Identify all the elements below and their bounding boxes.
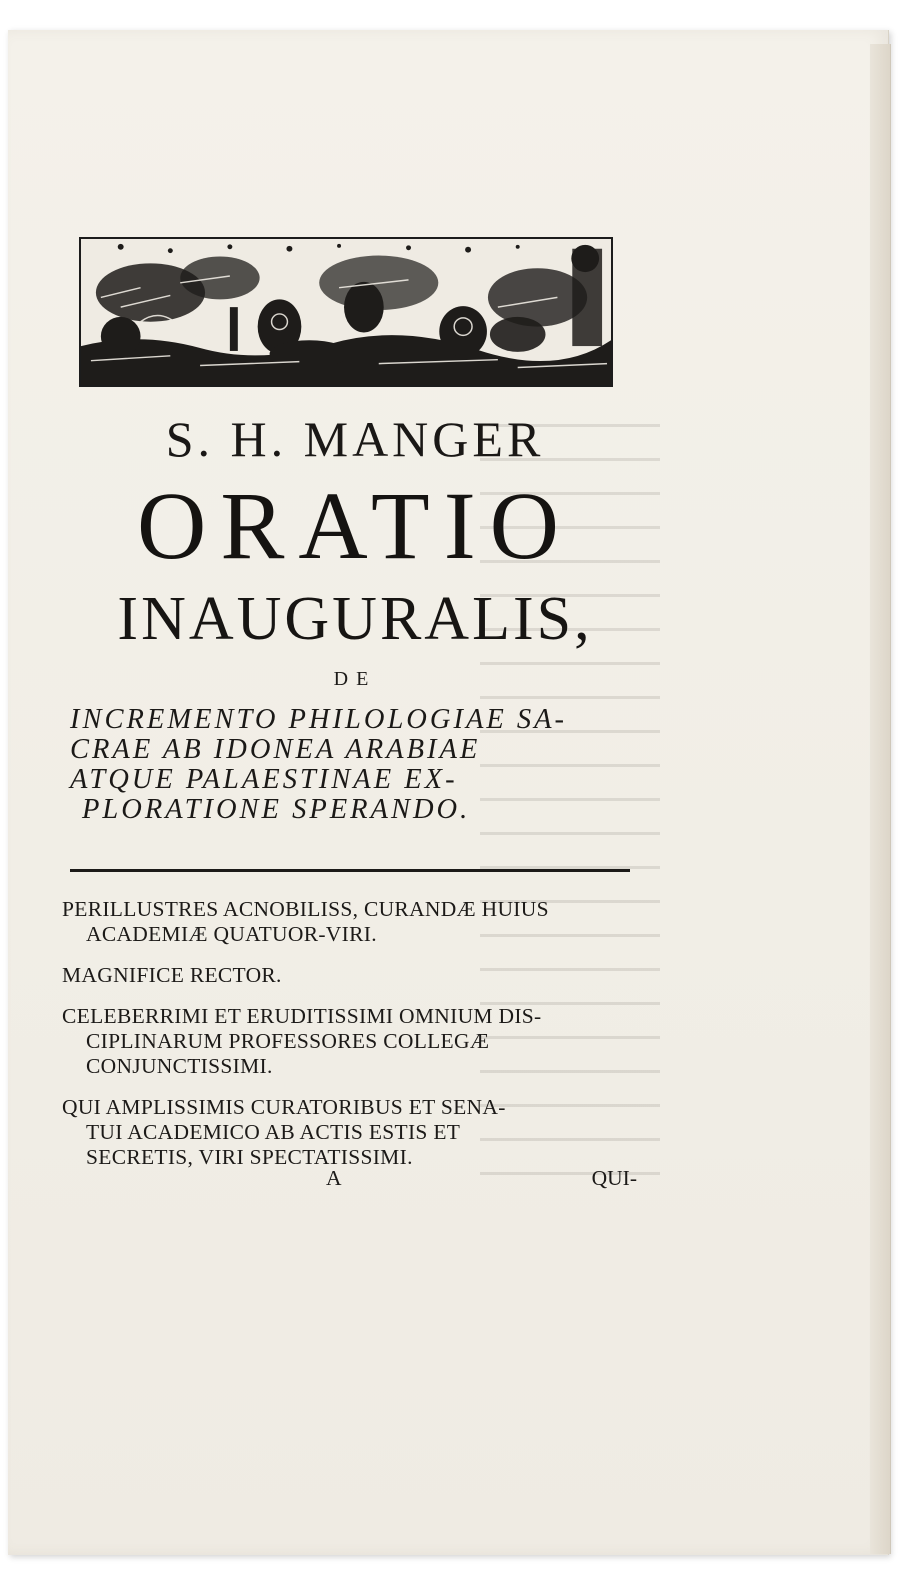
main-title: ORATIO: [137, 472, 573, 579]
subtitle-line: PLORATIONE SPERANDO.: [82, 794, 471, 825]
author-title: S. H. MANGER: [165, 411, 545, 467]
woodcut-illustration: [81, 239, 611, 385]
horizontal-rule: [70, 869, 630, 872]
address-paragraph: [62, 1095, 642, 1170]
text-line: MAGNIFICE RECTOR.: [62, 963, 282, 987]
text-line: ACADEMIÆ QUATUOR-VIRI.: [86, 922, 377, 946]
address-body: [62, 897, 642, 1186]
secondary-title: INAUGURALIS,: [117, 585, 593, 653]
page-edge: [870, 44, 891, 1554]
subtitle: [70, 705, 630, 825]
subtitle-line: INCREMENTO PHILOLOGIAE SA-: [70, 704, 568, 735]
subtitle-line: CRAE AB IDONEA ARABIAE: [70, 734, 481, 765]
signature-mark: A: [326, 1166, 342, 1190]
page-footer: [62, 1166, 637, 1192]
title-preposition: DE: [333, 668, 377, 690]
address-paragraph: [62, 1004, 642, 1079]
text-line: CELEBERRIMI ET ERUDITISSIMI OMNIUM DIS-: [62, 1004, 542, 1028]
text-line: QUI AMPLISSIMIS CURATORIBUS ET SENA-: [62, 1095, 506, 1119]
text-line: SECRETIS, VIRI SPECTATISSIMI.: [86, 1145, 413, 1169]
text-line: PERILLUSTRES ACNOBILISS, CURANDÆ HUIUS: [62, 897, 549, 921]
catchword: QUI-: [591, 1166, 637, 1190]
address-paragraph: [62, 963, 642, 988]
text-line: CONJUNCTISSIMI.: [86, 1054, 273, 1078]
subtitle-line: ATQUE PALAESTINAE EX-: [70, 764, 458, 795]
text-line: TUI ACADEMICO AB ACTIS ESTIS ET: [86, 1120, 461, 1144]
address-paragraph: [62, 897, 642, 947]
woodcut-headpiece: [79, 237, 613, 387]
text-line: CIPLINARUM PROFESSORES COLLEGÆ: [86, 1029, 490, 1053]
